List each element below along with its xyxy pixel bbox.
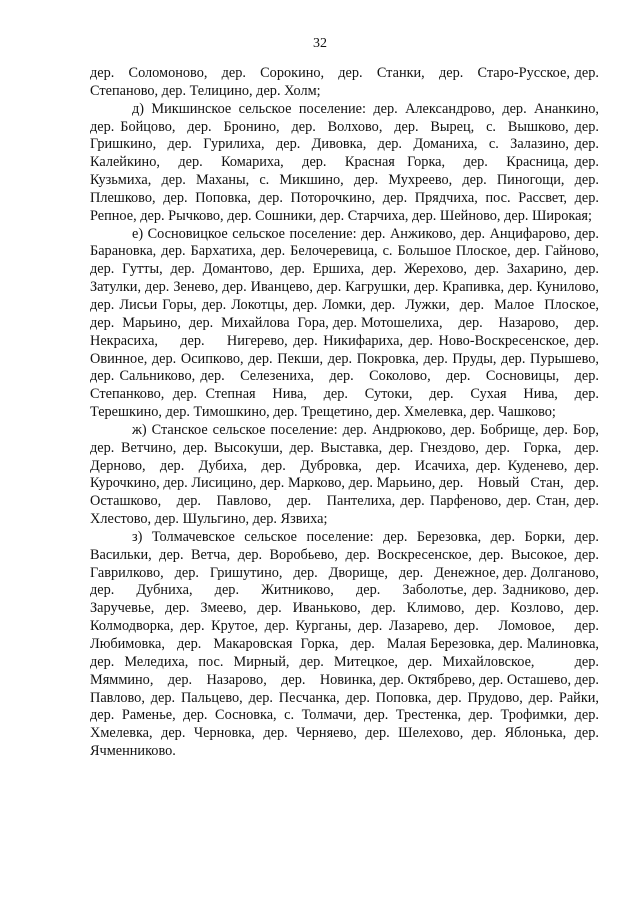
paragraph-continuation: дер. Соломоново, дер. Сорокино, дер. Станки, дер. Старо-Русское, дер. Степаново, дер. Телицино, дер. Холм;	[90, 65, 603, 99]
paragraph-mikshinskoe: д) Микшинское сельское поселение: дер. Александрово, дер. Ананкино, дер. Бойцово, дер. Бронино, дер. Волхово, дер. Вырец, с. Вышково, дер. Гришкино, дер. Гурилиха, дер. Дивовка, дер. Доманиха, с. Залазино, дер. Калейкино, дер. Комариха, дер. Красная Горка, дер. Красница, дер. Кузьмиха, дер. Маханы, с. Микшино, дер. Мухреево, дер. Пиногощи, дер. Плешково, дер. Поповка, дер. Поторочкино, дер. Прядчиха, пос. Рассвет, дер. Репное, дер. Рычково, дер. Сошники, дер. Старчиха, дер. Шейново, дер. Широкая;	[90, 100, 603, 224]
page-number: 32	[313, 36, 327, 51]
body-text	[90, 65, 614, 761]
paragraph-stanskoe: ж) Станское сельское поселение: дер. Андрюково, дер. Бобрище, дер. Бор, дер. Ветчино, дер. Высокуши, дер. Выставка, дер. Гнездово, дер. Горка, дер. Дерново, дер. Дубиха, дер. Дубровка, дер. Исачиха, дер. Куденево, дер. Курочкино, дер. Лисицино, дер. Марково, дер. Марьино, дер. Новый Стан, дер. Осташково, дер. Павлово, дер. Пантелиха, дер. Парфеново, дер. Стан, дер. Хлестово, дер. Шульгино, дер. Язвиха;	[90, 421, 610, 528]
scan-artifact	[0, 0, 90, 6]
paragraph-tolmachevskoe: з) Толмачевское сельское поселение: дер. Березовка, дер. Борки, дер. Васильки, дер. Ветча, дер. Воробьево, дер. Воскресенское, дер. Высокое, дер. Гаврилково, дер. Гришутино, дер. Дворище, дер. Денежное, дер. Долганово, дер. Дубниха, дер. Житниково, дер. Заболотье, дер. Задниково, дер. Заручевье, дер. Змеево, дер. Иваньково, дер. Климово, дер. Козлово, дер. Колмодворка, дер. Крутое, дер. Курганы, дер. Лазарево, дер. Ломовое, дер. Любимовка, дер. Макаровская Горка, дер. Малая Березовка, дер. Малиновка, дер. Меледиха, пос. Мирный, дер. Митецкое, дер. Михайловское, дер. Мяммино, дер. Назарово, дер. Новинка, дер. Октябрево, дер. Осташево, дер. Павлово, дер. Пальцево, дер. Песчанка, дер. Поповка, дер. Прудово, дер. Райки, дер. Раменье, дер. Сосновка, с. Толмачи, дер. Трестенка, дер. Трофимки, дер. Хмелевка, дер. Черновка, дер. Черняево, дер. Шелехово, дер. Яблонька, дер. Ячменниково.	[90, 528, 614, 760]
paragraph-sosnovitskoe: е) Сосновицкое сельское поселение: дер. Анжиково, дер. Анцифарово, дер. Барановка, дер. Бархатиха, дер. Белочеревица, с. Большое Плоское, дер. Гайново, дер. Гутты, дер. Домантово, дер. Ершиха, дер. Жерехово, дер. Захарино, дер. Затулки, дер. Зенево, дер. Иванцево, дер. Кагрушки, дер. Крапивка, дер. Кунилово, дер. Лисьи Горы, дер. Локотцы, дер. Ломки, дер. Лужки, дер. Малое Плоское, дер. Марьино, дер. Михайлова Гора, дер. Мотошелиха, дер. Назарово, дер. Некрасиха, дер. Нигерево, дер. Никифариха, дер. Ново-Воскресенское, дер. Овинное, дер. Осипково, дер. Пекши, дер. Покровка, дер. Пруды, дер. Пурышево, дер. Сальниково, дер. Селезениха, дер. Соколово, дер. Сосновицы, дер. Степанково, дер. Степная Нива, дер. Сутоки, дер. Сухая Нива, дер. Терешкино, дер. Тимошкино, дер. Трещетино, дер. Хмелевка, дер. Чашково;	[90, 225, 614, 421]
